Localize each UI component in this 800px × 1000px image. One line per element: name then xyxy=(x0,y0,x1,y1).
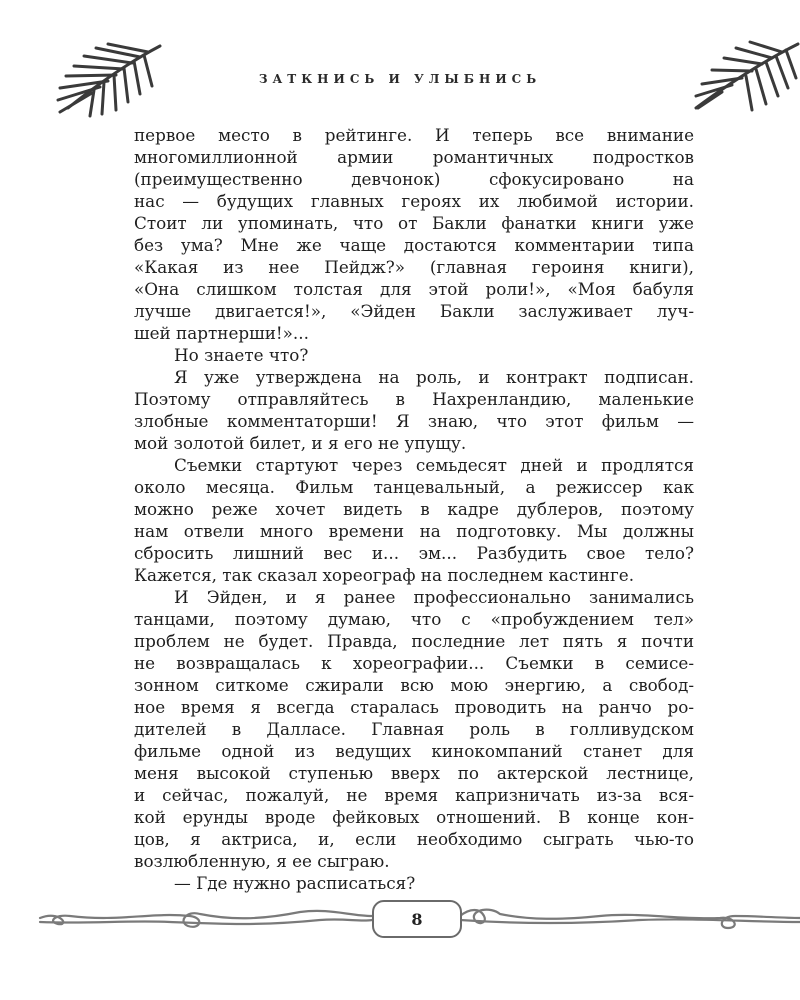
text-line: фильме одной из ведущих кинокомпаний станет для xyxy=(134,741,694,761)
text-line: можно реже хочет видеть в кадре дублеров, поэтому xyxy=(134,499,694,519)
text-line: злобные комментаторши! Я знаю, что этот фильм — xyxy=(134,411,694,431)
text-line: И Эйден, и я ранее профессионально занимались xyxy=(174,587,694,607)
text-line: Я уже утверждена на роль, и контракт подписан. xyxy=(174,367,694,387)
text-line: нас — будущих главных героях их любимой истории. xyxy=(134,191,694,211)
page-number: 8 xyxy=(411,909,423,929)
text-line: не возвращалась к хореографии... Съемки в семисе- xyxy=(134,653,694,673)
text-line: без ума? Мне же чаще достаются комментарии типа xyxy=(134,235,694,255)
text-line: меня высокой ступенью вверх по актерской лестнице, xyxy=(134,763,694,783)
text-line: — Где нужно расписаться? xyxy=(174,873,416,893)
text-line: Кажется, так сказал хореограф на последнем кастинге. xyxy=(134,565,635,585)
text-line: проблем не будет. Правда, последние лет пять я почти xyxy=(134,631,694,651)
text-line: цов, я актриса, и, если необходимо сыграть чью-то xyxy=(134,829,694,849)
text-line: лучше двигается!», «Эйден Бакли заслуживает луч- xyxy=(134,301,694,321)
text-line: ное время я всегда старалась проводить на ранчо ро- xyxy=(134,697,694,717)
page-body-text xyxy=(134,124,694,894)
text-line: мой золотой билет, и я его не упущу. xyxy=(134,433,467,453)
text-line: зонном ситкоме сжирали всю мою энергию, а свобод- xyxy=(134,675,694,695)
running-header-title: ЗАТКНИСЬ И УЛЫБНИСЬ xyxy=(258,72,542,86)
text-line: около месяца. Фильм танцевальный, а режиссер как xyxy=(134,477,694,497)
text-line: Съемки стартуют через семьдесят дней и продлятся xyxy=(174,455,694,475)
text-line: нам отвели много времени на подготовку. Мы должны xyxy=(134,521,694,541)
text-line: сбросить лишний вес и... эм... Разбудить свое тело? xyxy=(134,543,694,563)
text-line: первое место в рейтинге. И теперь все внимание xyxy=(134,125,694,145)
text-line: Стоит ли упоминать, что от Бакли фанатки книги уже xyxy=(134,213,694,233)
text-line: дителей в Далласе. Главная роль в голливудском xyxy=(134,719,694,739)
text-line: многомиллионной армии романтичных подростков xyxy=(134,147,694,167)
text-line: (преимущественно девчонок) сфокусировано на xyxy=(134,169,694,189)
text-line: шей партнерши!»... xyxy=(134,323,309,343)
text-line: возлюбленную, я ее сыграю. xyxy=(134,851,390,871)
text-line: Но знаете что? xyxy=(174,345,309,365)
text-line: танцами, поэтому думаю, что с «пробуждением тел» xyxy=(134,609,694,629)
text-line: Поэтому отправляйтесь в Нахренландию, маленькие xyxy=(134,389,694,409)
text-line: кой ерунды вроде фейковых отношений. В конце кон- xyxy=(134,807,694,827)
text-line: «Какая из нее Пейдж?» (главная героиня книги), xyxy=(134,257,694,277)
page-number-badge xyxy=(372,900,462,938)
text-line: и сейчас, пожалуй, не время капризничать из-за вся- xyxy=(134,785,694,805)
text-line: «Она слишком толстая для этой роли!», «Моя бабуля xyxy=(134,279,694,299)
